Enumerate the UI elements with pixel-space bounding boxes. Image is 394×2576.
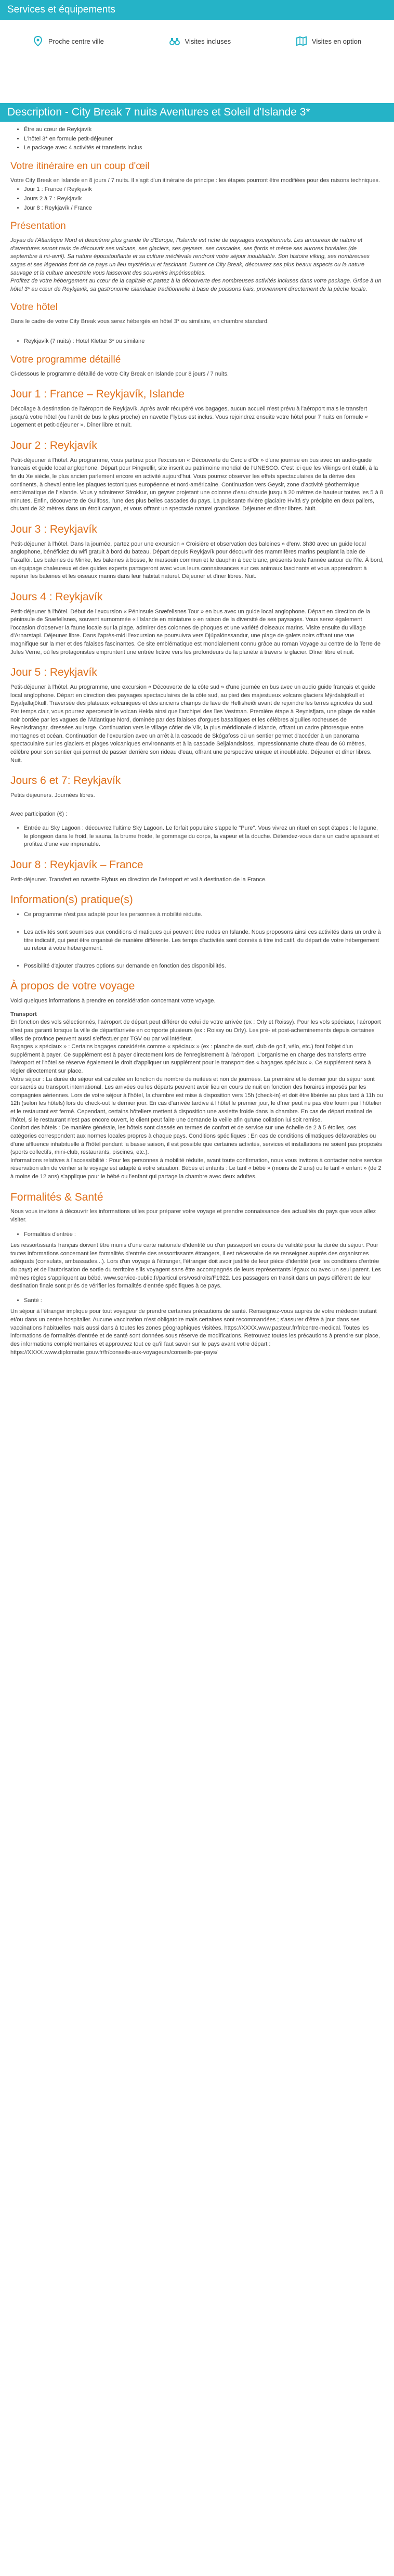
day-heading: Jour 5 : Reykjavík [10, 666, 97, 679]
list-item: • Reykjavík (7 nuits) : Hotel Klettur 3* ou similaire [24, 338, 384, 346]
day-heading: Jour 1 : France – Reykjavík, Islande [10, 388, 185, 401]
health-list [10, 1231, 384, 1239]
list-item: • Formalités d'entrée : [24, 1231, 384, 1239]
intro-list [10, 126, 384, 152]
description-header [0, 103, 394, 122]
paragraph: Décollage à destination de l'aéroport de Reykjavík. Après avoir récupéré vos bagages, aucun accueil n'est prévu à l'aéroport mais le transfert jusqu'à votre hôtel (ou l'arrêt de bus le plus proche) en navette Flybus est inclus. Vous rejoindrez ensuite votre hôtel pour 7 nuits en formule « Logement et petit-déjeuner ». Dîner libre et nuit. [10, 406, 368, 429]
paragraph: Les ressortissants français doivent être munis d'une carte nationale d'identité ou d'un passeport en cours de validité pour la durée du séjour. Pour toutes informations concernant les formalités d'entrée des ressortissants étrangers, il est nécessaire de se renseigner auprès des organismes adéquats (consulats, ambassades...). Lors d'un voyage à l'étranger, l'étranger doit avoir justifié de leur pièce d'identité (voir les conditions d'entrée du pays) et de l'autorisation de sortie du territoire s'ils voyagent sans être accompagnés de leurs représentants légaux ou avec un seul parent. Les mêmes règles s'appliquent au bébé. www.service-public.fr/particuliers/vosdroits/F1922. Les passagers en transit dans un pays différent de leur destination finale sont priés de vérifier les formalités d'entrée spécifiques à ce pays. [10, 1242, 381, 1290]
paragraph: Votre City Break en Islande en 8 jours / 7 nuits. Il s'agit d'un itinéraire de principe : les étapes pourront être modifiées pour des raisons techniques. [10, 177, 380, 184]
section-heading: Votre programme détaillé [10, 354, 121, 365]
service-item [33, 36, 104, 46]
hotel-list [10, 338, 384, 346]
service-label: Visites en option [311, 37, 362, 45]
list-item: • Jour 8 : Reykjavík / France [24, 204, 384, 213]
service-label: Visites incluses [185, 37, 231, 45]
day-heading: Jour 2 : Reykjavík [10, 439, 97, 452]
map-pin-icon [33, 36, 43, 46]
section-heading: À propos de votre voyage [10, 980, 135, 993]
service-item [296, 36, 361, 46]
map-icon [296, 36, 307, 46]
itinerary-list [10, 186, 384, 212]
day-heading: Jour 3 : Reykjavík [10, 523, 97, 535]
health-list [10, 1297, 384, 1305]
section-heading: Votre hôtel [10, 302, 58, 313]
list-item: • L'hôtel 3* en formule petit-déjeuner [24, 135, 384, 144]
paragraph: Petits déjeuners. Journées libres. [10, 792, 95, 798]
list-item: • Jours 2 à 7 : Reykjavík [24, 195, 384, 203]
day-heading: Jour 8 : Reykjavík – France [10, 859, 143, 871]
list-item: • Entrée au Sky Lagoon : découvrez l'ultime Sky Lagoon. Le forfait populaire s'appelle "Pure". Vous vivrez un rituel en sept étapes : le lagune, le plongeon dans le froid, le sauna, la brume froide, le gommage du corps, la vapeur et la douche. Détendez-vous dans un cadre apaisant et profitez d'une vue imprenable. [24, 825, 384, 849]
list-item: • Ce programme n'est pas adapté pour les personnes à mobilité réduite. [24, 911, 384, 919]
services-header [0, 0, 394, 20]
paragraph: Petit-déjeuner à l'hôtel. Au programme, une excursion « Découverte de la côte sud » d'une journée en bus avec un audio guide français et guide local anglophone. Départ en direction des paysages spectaculaires de la côte sud, au pied des majestueux volcans glaciers Mýrdalsjökull et Eyjafjallajökull. Traversée des plateaux volcaniques et des anciens champs de lave de Hellisheiði avant de rejoindre les terres agricoles du sud. Par temps clair, vous pourrez apercevoir le volcan Hekla ainsi que l'archipel des îles Vestman. Première étape à Reynisfjara, une plage de sable noir bordée par les vagues de l'Atlantique Nord, dominée par des falaises d'orgues basaltiques et les célèbres aiguilles rocheuses de Reynisdrangar, dressées au large. Continuation vers le village côtier de Vík, la plus méridionale d'Islande, offrant un cadre pittoresque entre montagnes et océan. Continuation de l'excursion avec un arrêt à la cascade de Skógafoss où un sentier permet d'accéder à un panorama spectaculaire sur les glaciers et plages volcaniques environnants et à la cascade Seljalandsfoss, impressionnante chute d'eau de 60 mètres, célèbre pour son sentier qui permet de passer derrière son rideau d'eau, offrant une perspective unique et inoubliable. Déjeuner et dîner libres. Nuit. [10, 684, 376, 764]
services-list [0, 20, 394, 62]
section-heading: Information(s) pratique(s) [10, 894, 133, 906]
paragraph: En fonction des vols sélectionnés, l'aéroport de départ peut différer de celui de votre arrivée (ex : Orly et Roissy). Pour les vols spéciaux, l'aéroport n'est pas garanti lorsque la ville de départ/arrivée en comporte plusieurs (ex : Roissy ou Orly). Les pré- et post-acheminements depuis certaines villes de province peuvent aussi s'effectuer par TGV ou par vol intérieur. [10, 1019, 381, 1042]
paragraph: Avec participation (€) : [10, 810, 68, 817]
list-item: • Les activités sont soumises aux conditions climatiques qui peuvent être rudes en Islande. Nous proposons ainsi ces activités dans un ordre à titre indicatif, qui peut être organisé de manière différente. Les temps d'activités sont donnés à titre indicatif, du départ de votre hébergement au retour à votre hébergement. [24, 929, 384, 953]
paragraph: Petit-déjeuner. Transfert en navette Flybus en direction de l'aéroport et vol à destination de la France. [10, 876, 267, 883]
paragraph: Voici quelques informations à prendre en considération concernant votre voyage. [10, 998, 216, 1004]
paragraph: Nous vous invitons à découvrir les informations utiles pour préparer votre voyage et prendre connaissance des actualités du pays que vous allez visiter. [10, 1208, 376, 1223]
service-item [169, 36, 231, 46]
day-heading: Jours 6 et 7: Reykjavík [10, 775, 121, 787]
paragraph: Bagages « spéciaux » : Certains bagages considérés comme « spéciaux » (ex : planche de surf, club de golf, vélo, etc.) font l'objet d'un supplément à payer. Ce supplément est à payer directement lors de l'enregistrement à l'aéroport. L'organisme en charge des transferts entre l'aéroport et l'hôtel se réserve également le droit d'appliquer un supplément pour le transport des « bagages spéciaux ». Ce supplément sera à régler directement sur place. [10, 1044, 371, 1075]
paragraph: Petit-déjeuner à l'hôtel. Au programme, vous partirez pour l'excursion « Découverte du Cercle d'Or » d'une journée en bus avec un audio-guide français et guide local anglophone. Départ pour Þingvellir, site inscrit au patrimoine mondial de l'UNESCO. C'est ici que les Vikings ont établi, à la fin du Xe siècle, le plus ancien parlement encore en activité aujourd'hui. Vous pourrez observer les effets spectaculaires de la dérive des continents, à cheval entre les plaques tectoniques européenne et nord-américaine. Continuation vers Geysir, zone d'activité géothermique emblématique de l'Islande. Vous y admirerez Strokkur, un geyser projetant une colonne d'eau chaude jusqu'à 20 mètres de hauteur toutes les 5 à 8 minutes. Enfin, découverte de Gullfoss, l'une des plus belles cascades du pays. La puissante rivière glaciaire Hvítá s'y précipite en deux paliers, chutant de 32 mètres dans un étroit canyon, et vous offrant un spectacle naturel grandiose. Déjeuner et dîner libres. Nuit. [10, 457, 383, 512]
description-body [10, 125, 384, 1357]
paragraph: Joyau de l'Atlantique Nord et deuxième plus grande île d'Europe, l'Islande est riche de paysages exceptionnels. Les amoureux de nature et d'aventures seront ravis de découvrir ses volcans, ses glaciers, ses geysers, ses cascades, ses fjords et même ses aurores boréales (de septembre à mi-avril). Sa nature époustouflante et sa culture médiévale rendront votre séjour inoubliable. Son histoire viking, ses nombreuses sagas et ses légendes font de ce pays un lieu mystérieux et fascinant. Durant ce City Break, découvrez ses plus beaux aspects ou la nature sauvage et la culture ancestrale vous laisseront des souvenirs impérissables. [10, 237, 370, 276]
day-heading: Jours 4 : Reykjavík [10, 590, 103, 603]
list-item: • Santé : [24, 1297, 384, 1305]
section-heading: Votre itinéraire en un coup d'œil [10, 160, 150, 172]
services-title: Services et équipements [7, 4, 116, 15]
subheading: Transport [10, 1011, 37, 1017]
paragraph: Dans le cadre de votre City Break vous serez hébergés en hôtel 3* ou similaire, en chambre standard. [10, 318, 269, 325]
paragraph: Petit-déjeuner à l'hôtel. Début de l'excursion « Péninsule Snæfellsnes Tour » en bus avec un guide local anglophone. Départ en direction de la péninsule de Snæfellsnes, souvent surnommée « l'Islande en miniature » en raison de la diversité de ses paysages. Vous serez également l'occasion d'observer la faune locale sur la plage, admirer des colonnes de phoques et une variété d'oiseaux marins. Visite ensuite du village d'Arnarstapi. Déjeuner libre. Dans l'après-midi l'excursion se poursuivra vers Djúpalónssandur, une plage de galets noirs offrant une vue magnifique sur la mer et des falaises fascinantes. Ce site emblématique est mondialement connu grâce au roman Voyage au centre de la Terre de Jules Verne, où les protagonistes empruntent une entrée fictive vers les profondeurs de la planète à travers le glacier. Dîner libre et nuit. [10, 608, 381, 655]
section-heading: Présentation [10, 221, 66, 232]
description-title: Description - City Break 7 nuits Aventures et Soleil d'Islande 3* [7, 106, 310, 118]
section-heading: Formalités & Santé [10, 1191, 103, 1203]
paragraph: Ci-dessous le programme détaillé de votre City Break en Islande pour 8 jours / 7 nuits. [10, 370, 229, 377]
list-item: • Être au cœur de Reykjavík [24, 126, 384, 134]
service-label: Proche centre ville [48, 37, 104, 45]
paragraph: Votre séjour : La durée du séjour est calculée en fonction du nombre de nuitées et non de journées. La première et le dernier jour du séjour sont consacrés au transport international. Les arrivées ou les départs peuvent avoir lieu en cours de nuit en fonction des horaires imposés par les compagnies aériennes. Lors de votre séjour à l'hôtel, la chambre est mise à disposition vers 15h (check-in) et doit être libérée au plus tard à 11h ou 12h (selon les hôtels) lors du check-out le dernier jour. En cas d'arrivée tardive à l'hôtel le premier jour, le dîner peut ne pas être fourni par l'hôtelier et le restaurant est fermé. Cependant, certains hôteliers mettent à disposition une assiette froide dans la chambre. En cas de départ matinal de l'hôtel, si le restaurant n'est pas encore ouvert, le client peut faire une demande la veille afin qu'une collation lui soit remise. [10, 1076, 383, 1123]
paragraph: Profitez de votre hébergement au cœur de la capitale et partez à la découverte des nombreuses activités incluses dans votre package. Grâce à un hôtel 3* au cœur de Reykjavík, sa gastronomie islandaise traditionnelle à base de poissons frais, proviennent directement de la pêche locale. [10, 278, 382, 292]
binoculars-icon [169, 36, 180, 46]
list-item: • Jour 1 : France / Reykjavík [24, 186, 384, 194]
paragraph: Confort des hôtels : De manière générale, les hôtels sont classés en termes de confort et de service sur une échelle de 2 à 5 étoiles, ces catégories correspondent aux normes locales propres à chaque pays. Conditions spécifiques : En cas de conditions climatiques défavorables ou d'une affluence inhabituelle à l'hôtel pendant la basse saison, il est possible que certaines activités, services et installations ne soient pas proposés (sports collectifs, mini-club, restaurants, piscines, etc.). [10, 1125, 383, 1156]
list-item: • Possibilité d'ajouter d'autres options sur demande en fonction des disponibilités. [24, 962, 384, 971]
paragraph: Un séjour à l'étranger implique pour tout voyageur de prendre certaines précautions de santé. Renseignez-vous auprès de votre médecin traitant et/ou dans un centre hospitalier. Aucune vaccination n'est obligatoire mais certaines sont recommandées ; s'assurer d'être à jour dans ses vaccinations habituelles mais aussi dans à toutes les zones géographiques visitées. https://XXXX.www.pasteur.fr/fr/centre-medical. Toutes les informations de formalités d'entrée et de santé sont données sous réserve de modifications. Retrouvez toutes les précautions à prendre sur place, des informations complémentaires et approuvez tout ce qu'il faut savoir sur le pays avant votre départ : https://XXXX.www.diplomatie.gouv.fr/fr/conseils-aux-voyageurs/conseils-par-pays/ [10, 1308, 380, 1356]
list-item: • Le package avec 4 activités et transferts inclus [24, 144, 384, 152]
paragraph: Informations relatives à l'accessibilité : Pour les personnes à mobilité réduite, avant toute confirmation, nous vous invitons à contacter notre service réservation afin de vérifier si le voyage est adapté à votre situation. Bébés et enfants : Le tarif « bébé » (moins de 2 ans) ou le tarif « enfant » (de 2 à moins de 12 ans) s'applique pour le bébé ou l'enfant qui partage la chambre avec deux adultes. [10, 1157, 383, 1180]
options-list [10, 825, 384, 849]
paragraph: Petit-déjeuner à l'hôtel. Dans la journée, partez pour une excursion « Croisière et observation des baleines » d'env. 3h30 avec un guide local anglophone, bénéficiez du wifi gratuit à bord du bateau. Départ depuis Reykjavík pour découvrir des mammifères marins peuplant la baie de Faxaflói. Les baleines de Minke, les baleines à bosse, le marsouin commun et le dauphin à bec blanc, présents toute l'année autour de l'île. À bord, un équipage chaleureux et des guides experts partageront avec vous leurs connaissances sur ces animaux fascinants et vous apprendront à repérer les baleines et les oiseaux marins dans leur habitat naturel. Déjeuner et dîner libres. Nuit. [10, 540, 384, 580]
info-list [10, 911, 384, 970]
